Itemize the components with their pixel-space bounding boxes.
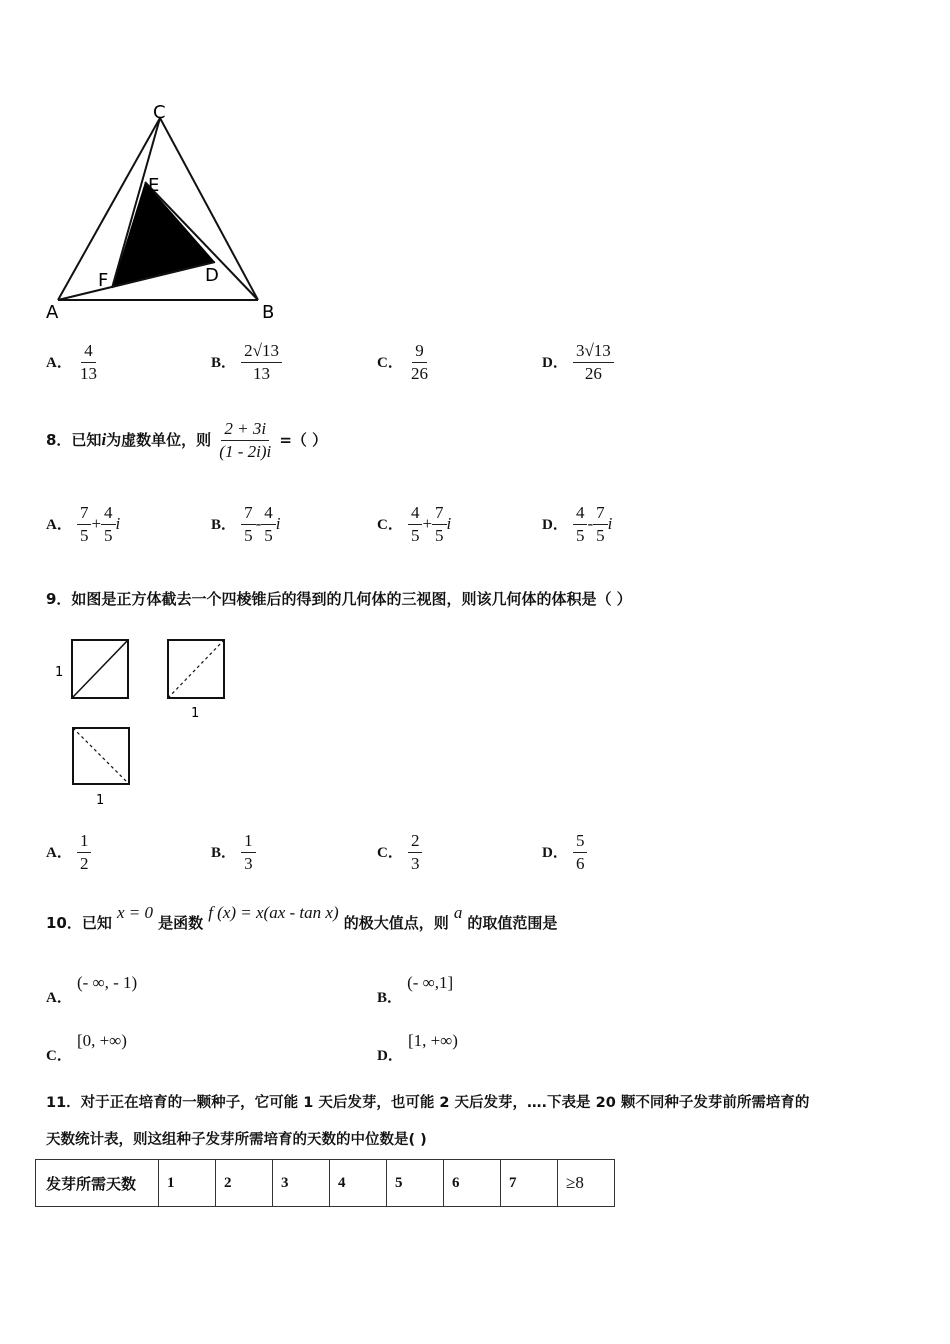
triangle-figure (40, 98, 290, 328)
label-E: E (148, 175, 160, 196)
label-B: B (262, 302, 275, 323)
table-header-cell: 发芽所需天数 (36, 1160, 159, 1207)
q7-option-c[interactable]: C． $\frac{9}{26}$ (377, 341, 428, 383)
q9-option-c[interactable]: C． $\frac{2}{3}$ (377, 830, 422, 875)
q7-option-d[interactable]: D． $\frac{3√13}{26}$ (542, 340, 614, 385)
q9-option-d[interactable]: D． $\frac{5}{6}$ (542, 830, 587, 875)
table-cell: 3 (273, 1160, 330, 1207)
three-views-figure (48, 630, 248, 815)
top-view-label: 1 (96, 793, 105, 808)
q7-option-a[interactable]: A． $\frac{4}{13}$ (46, 341, 97, 383)
q9-stem: 9．如图是正方体截去一个四棱锥后的得到的几何体的三视图，则该几何体的体积是（ ） (46, 590, 632, 608)
q8-option-d[interactable]: D． $\frac{4}{5}$ - $\frac{7}{5}$ i (542, 503, 613, 545)
q8-stem: 8．已知i为虚数单位，则 $\frac{2 + 3i}{(1 - 2i)i}$ =（ ） (46, 419, 328, 461)
q8-expression: $\frac{2 + 3i}{(1 - 2i)i}$ (219, 419, 272, 461)
label-D: D (205, 265, 219, 286)
q9-option-a[interactable]: A． $\frac{1}{2}$ (46, 830, 91, 875)
label-F: F (98, 270, 109, 291)
table-row (36, 1160, 615, 1207)
q8-option-b[interactable]: B． $\frac{7}{5}$ - $\frac{4}{5}$ i (211, 503, 281, 545)
germination-days-table (35, 1159, 615, 1207)
q11-stem-line1: 11．对于正在培育的一颗种子，它可能 1 天后发芽，也可能 2 天后发芽，….下表是 20 颗不同种子发芽前所需培育的 (46, 1095, 810, 1111)
q10-option-d[interactable]: D． [1, +∞) (377, 1031, 458, 1064)
table-cell: 4 (330, 1160, 387, 1207)
table-cell: 7 (501, 1160, 558, 1207)
q8-option-a[interactable]: A． $\frac{7}{5}$ + $\frac{4}{5}$ i (46, 503, 121, 545)
q7-option-b[interactable]: B． $\frac{2√13}{13}$ (211, 340, 282, 385)
side-view-label: 1 (191, 706, 200, 721)
q9-option-b[interactable]: B． $\frac{1}{3}$ (211, 830, 256, 875)
q10-option-a[interactable]: A． (- ∞, - 1) (46, 973, 138, 1006)
q10-option-c[interactable]: C． [0, +∞) (46, 1031, 127, 1064)
q10-option-b[interactable]: B． (- ∞,1] (377, 973, 454, 1006)
front-view-label: 1 (55, 665, 64, 680)
label-A: A (46, 302, 59, 323)
table-cell: ≥8 (558, 1160, 615, 1207)
table-cell: 5 (387, 1160, 444, 1207)
table-cell: 2 (216, 1160, 273, 1207)
table-cell: 1 (159, 1160, 216, 1207)
label-C: C (153, 102, 166, 123)
q11-stem-line2: 天数统计表，则这组种子发芽所需培育的天数的中位数是( ) (46, 1132, 427, 1148)
table-cell: 6 (444, 1160, 501, 1207)
q10-stem: 10．已知 x = 0 是函数 f (x) = x(ax - tan x) 的极大值点，则 a 的取值范围是 (46, 903, 558, 932)
q8-option-c[interactable]: C． $\frac{4}{5}$ + $\frac{7}{5}$ i (377, 503, 452, 545)
